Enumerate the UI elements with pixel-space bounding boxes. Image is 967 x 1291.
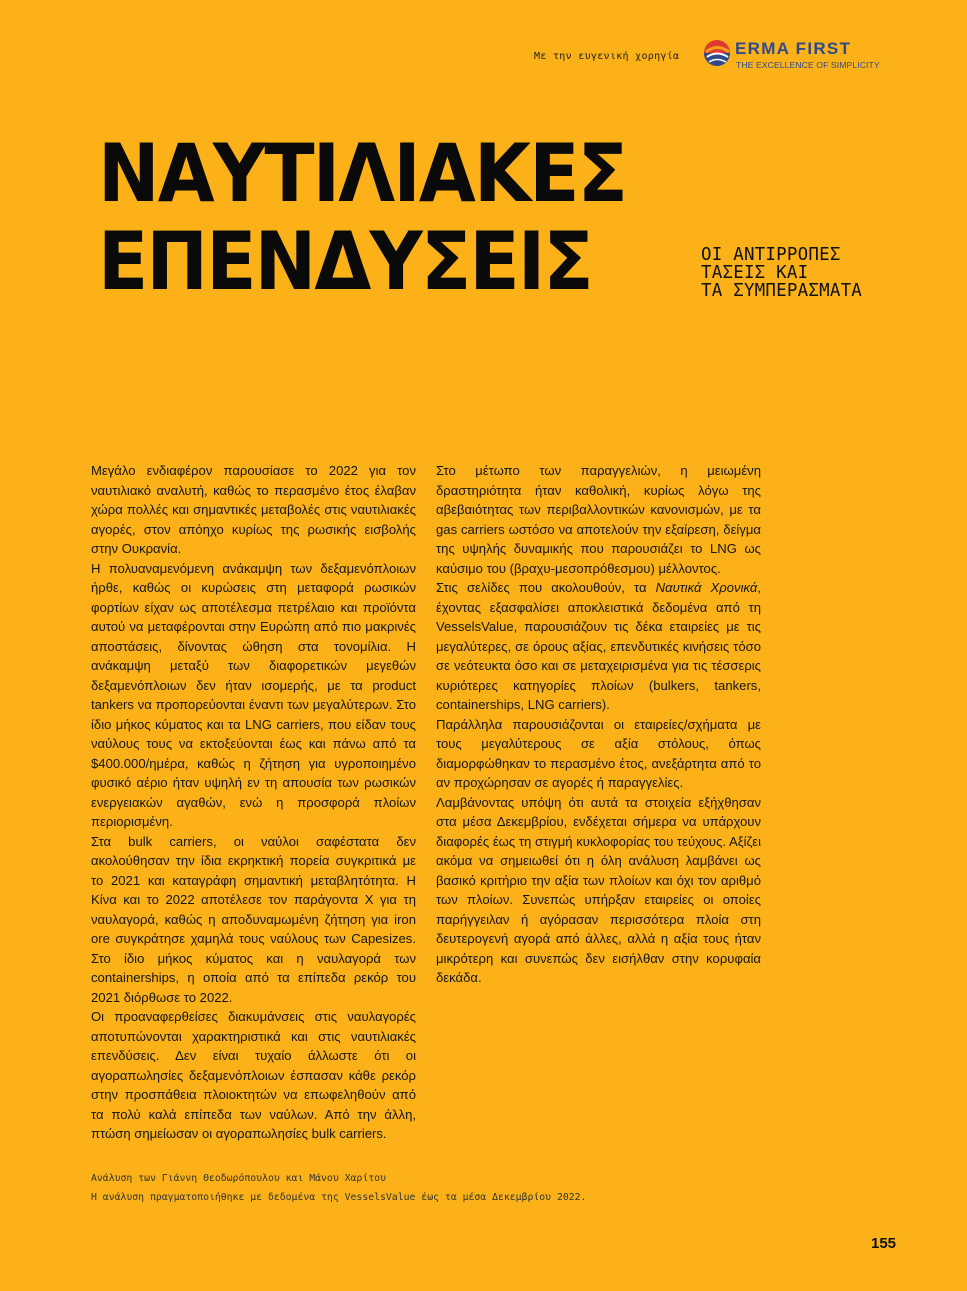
subtitle-line-3: ΤΑ ΣΥΜΠΕΡΑΣΜΑΤΑ [701, 281, 863, 301]
body-paragraph: Λαμβάνοντας υπόψη ότι αυτά τα στοιχεία εξήχθησαν στα μέσα Δεκεμβρίου, ενδέχεται σήμερα να υπάρχουν διαφορές έως τη στιγμή κυκλοφορίας του τεύχους. Αξίζει ακόμα να σημειωθεί ότι η όλη ανάλυση λαμβάνει ως βασικό κριτήριο την αξία των πλοίων και όχι τον αριθμό των πλοίων. Συνεπώς υπήρξαν εταιρείες οι οποίες παρήγγειλαν ή αγόρασαν περισσότερα πλοία στη δευτερογενή αγορά από άλλες, αλλά η αξία τους ήταν μικρότερη και συνεπώς δεν εισήλθαν στην κορυφαία δεκάδα. [436, 794, 761, 985]
subtitle-line-1: ΟΙ ΑΝΤΙΡΡΟΠΕΣ [701, 245, 841, 265]
footer-source-note: Η ανάλυση πραγματοποιήθηκε με δεδομένα της VesselsValue έως τα μέσα Δεκεμβρίου 2022. [91, 1192, 587, 1203]
body-paragraph: Παράλληλα παρουσιάζονται οι εταιρείες/σχήματα με τους μεγαλύτερους σε αξία στόλους, όπως διαμορφώθηκαν το περασμένο έτος, ανεξάρτητα από το αν προχώρησαν σε αγορές ή παραγγελίες. [436, 716, 761, 790]
logo-tagline: THE EXCELLENCE OF SIMPLICITY [736, 60, 880, 70]
logo-name: ERMA FIRST [735, 39, 852, 58]
erma-first-emblem-icon [703, 37, 733, 73]
body-paragraph: Στο μέτωπο των παραγγελιών, η μειωμένη δραστηριότητα ήταν καθολική, κυρίως λόγω της αβεβαιότητας των περιβαλλοντικών κανονισμών, με τα gas carriers ωστόσο να αποτελούν την εξαίρεση, δείγμα της υψηλής δυναμικής που παρουσιάζει το LNG ως καύσιμο του (βραχυ-μεσοπρόθεσμου) μέλλοντος. [436, 463, 761, 576]
body-paragraph: Οι προαναφερθείσες διακυμάνσεις στις ναυλαγορές αποτυπώνονται χαρακτηριστικά και στις ναυτιλιακές επενδύσεις. Δεν είναι τυχαίο άλλωστε ότι οι αγοραπωλησίες δεξαμενόπλοιων έσπασαν κάθε ρεκόρ στην προσπάθεια πλοιοκτητών να επωφεληθούν από τα πολύ καλά επίπεδα των ναύλων. Από την άλλη, πτώση σημείωσαν οι αγοραπωλησίες bulk carriers. [91, 1009, 416, 1141]
page-number: 155 [871, 1235, 897, 1252]
body-text: Στις σελίδες που ακολουθούν, τα [436, 580, 656, 595]
title-line-2: ΕΠΕΝΔΥΣΕΙΣ [98, 215, 592, 308]
erma-first-logo [703, 37, 883, 77]
body-paragraph [436, 578, 761, 715]
title-line-1: ΝΑΥΤΙΛΙΑΚΕΣ [98, 127, 627, 220]
subtitle [701, 246, 862, 300]
body-paragraph: Στα bulk carriers, οι ναύλοι σαφέστατα δεν ακολούθησαν την ίδια εκρηκτική πορεία συγκριτικά με το 2021 και καταγράφη σημαντική μεταβλητότητα. Η Κίνα και το 2022 αποτέλεσε τον παράγοντα Χ για τη ναυλαγορά, καθώς η αποδυναμωμένη ζήτηση για iron ore συγκράτησε χαμηλά τους ναύλους των Capesizes. Στο ίδιο μήκος κύματος και η ναυλαγορά των containerships, η οποία από τα επίπεδα ρεκόρ του 2021 διόρθωσε το 2022. [91, 833, 416, 1005]
body-paragraph: Η πολυαναμενόμενη ανάκαμψη των δεξαμενόπλοιων ήρθε, καθώς οι κυρώσεις στη μεταφορά ρωσικών φορτίων είχαν ως αποτέλεσμα πετρέλαιο και προϊόντα αυτού να μεταφέρονται στην Ευρώπη από πιο μακρινές αποστάσεις, δίνοντας ώθηση στα τονομίλια. Η ανάκαμψη μεταξύ των διαφορετικών μεγεθών δεξαμενόπλοιων δεν ήταν ισομερής, με τα product tankers να προπορεύονται έναντι των μεγαλύτερων. Στο ίδιο μήκος κύματος και τα LNG carriers, που είδαν τους ναύλους τους να εκτοξεύονται έως και πάνω από τα $400.000/ημέρα, καθώς η ζήτηση για υγροποιημένο φυσικό αέριο ήταν υψηλή εν τη απουσία των ρωσικών ενεργειακών αγαθών, ενώ η προσφορά πλοίων περιορισμένη. [91, 560, 416, 829]
body-column-right [436, 461, 761, 988]
page-title [98, 127, 627, 308]
subtitle-line-2: ΤΑΣΕΙΣ ΚΑΙ [701, 263, 809, 283]
body-text: , έχοντας εξασφαλίσει αποκλειστικά δεδομένα από τη VesselsValue, παρουσιάζουν τις δέκα εταιρείες με τις μεγαλύτερες, σε όρους αξίας, επενδυτικές κινήσεις τόσο σε νεότευκτα όσο και σε μεταχειρισμένα για τις τέσσερις κυριότερες κατηγορίες πλοίων (bulkers, tankers, containerships, LNG carriers). [436, 580, 761, 712]
sponsor-text: Με την ευγενική χορηγία [534, 51, 680, 62]
footer-authors: Ανάλυση των Γιάννη Θεοδωρόπουλου και Μάνου Χαρίτου [91, 1173, 386, 1184]
publication-name: Ναυτικά Χρονικά [655, 580, 758, 595]
body-column-left [91, 461, 416, 1144]
body-paragraph: Μεγάλο ενδιαφέρον παρουσίασε το 2022 για τον ναυτιλιακό αναλυτή, καθώς το περασμένο έτος έλαβαν χώρα πολλές και σημαντικές μεταβολές στις ναυτιλιακές αγορές, στον απόηχο κυρίως της ρωσικής εισβολής στην Ουκρανία. [91, 463, 416, 556]
